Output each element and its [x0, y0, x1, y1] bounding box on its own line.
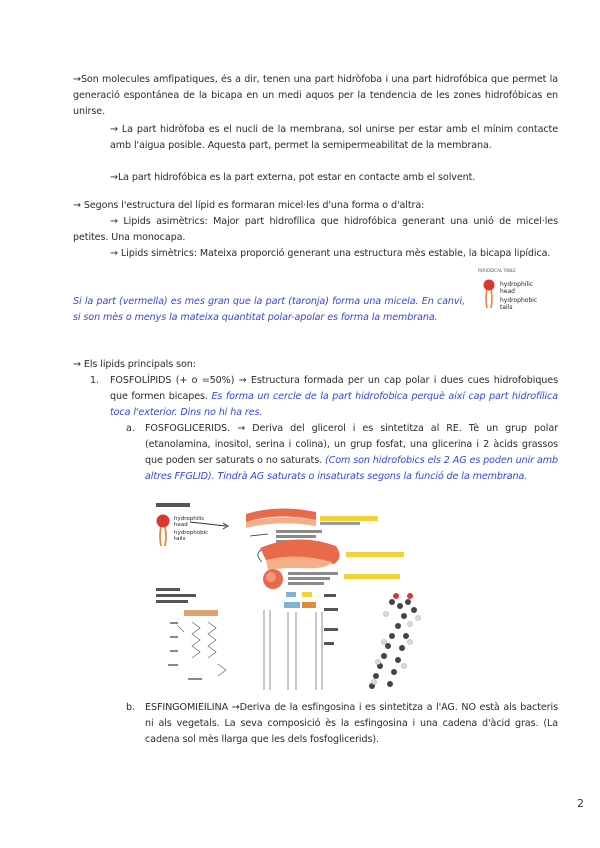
paragraph-amphipathic: →Son molecules amfipatiques, és a dir, tenen una part hidròfoba i una part hidrofóbica que permet la generació espontánea de la bicapa en un medi aquos per la tendencia de les zones hidrofóbicas en unirse. [73, 74, 558, 117]
paragraph-micelles-intro: → Segons l'estructura del lípid es formaran micel·les d'una forma o d'altra: [73, 200, 425, 211]
note-micelle-membrane: Si la part (vermella) es mes gran que la part (taronja) forma una micela. En canvi, si son mès o menys la mateixa quantitat polar-apolar es forma la membrana. [73, 296, 465, 323]
list-letter-a: a. [126, 423, 135, 434]
phospholipid-small-icon [482, 278, 496, 310]
item-phospholipids [110, 373, 558, 421]
item-phosphoglycerides-note: (Com son hidrofobics els 2 AG es poden unir amb altres FFGLID). Tindrà AG saturats o insaturats segons la funció de la membrana. [145, 455, 558, 482]
phospholipid-structure-figure [148, 502, 448, 694]
big-tail-label: hydrophobic tails [174, 530, 209, 542]
list-number-1: 1. [90, 375, 99, 386]
paragraph-symmetric-lipids: → Lipids simètrics: Mateixa proporció generant una estructura mès estable, la bicapa lipídica. [110, 248, 551, 259]
list-letter-b: b. [126, 702, 135, 713]
paragraph-hydrophilic-external: →La part hidrofóbica es la part externa, pot estar en contacte amb el solvent. [110, 172, 476, 183]
item-sphingomyelin: ESFINGOMIEILINA →Deriva de la esfingosina i es sintetitza a l'AG. NO està als bacteris ni als vegetals. La seva composició ès la esfingosina i una cadena d'àcid gras. (La cadena sol mès llarga que les dels fosfoglicerids). [145, 702, 558, 745]
page-number: 2 [577, 797, 584, 810]
small-figure-caption: PERIODICAL TABLE [478, 268, 516, 273]
item-phosphoglycerides-text: FOSFOGLICERIDS. → Deriva del glicerol i es sintetitza al RE. Tè un grup polar (etanolamina, inositol, serina i colina), un grup fosfat, una glicerina i 2 àcids grassos que poden ser saturats o no saturats. [145, 423, 558, 466]
item-phospholipids-text: FOSFOLÍPIDS (+ o =50%) → Estructura formada per un cap polar i dues cues hidrofobiques que formen bicapes. [110, 375, 558, 402]
paragraph-hydrophobic-core: → La part hidròfoba es el nucli de la membrana, sol unirse per estar amb el mínim contacte amb l'aigua posible. Aquesta part, permet la semipermeabilitat de la membrana. [110, 124, 558, 151]
paragraph-asymmetric-lipids: → Lipids asimètrics: Major part hidrofílica que hidrofóbica generant una unió de micel·les petites. Una monocapa. [73, 216, 558, 243]
small-head-label: hydrophilic head [500, 281, 534, 295]
big-head-label: hydrophilic head [174, 516, 205, 528]
item-phospholipids-note: Es forma un cercle de la part hidrofobica perquè així cap part hidrofílica toca l'exterior. Dins no hi ha res. [110, 391, 558, 418]
phospholipid-small-figure [478, 268, 563, 318]
paragraph-main-lipids: → Els lipids principals son: [73, 359, 196, 370]
small-tail-label: hydrophobic tails [500, 297, 538, 311]
item-phosphoglycerides [145, 421, 558, 485]
